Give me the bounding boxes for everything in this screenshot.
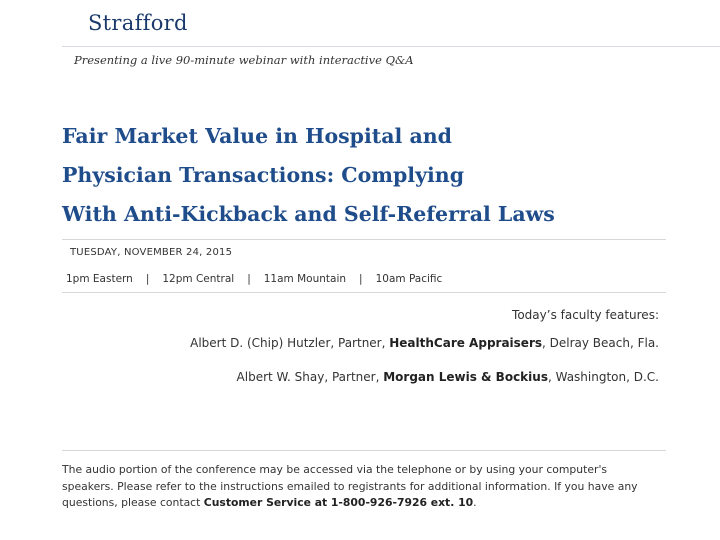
title-line: Fair Market Value in Hospital and — [62, 124, 452, 148]
webinar-title — [62, 117, 682, 234]
title-line: Physician Transactions: Complying — [62, 163, 465, 187]
time-separator: | — [145, 273, 150, 285]
instructions-end: . — [473, 496, 477, 509]
speaker-location: , Delray Beach, Fla. — [542, 336, 659, 350]
strafford-logo: Strafford — [88, 11, 188, 35]
schedule-divider — [62, 292, 666, 293]
header-divider — [62, 46, 720, 47]
speaker-hutzler — [190, 336, 659, 350]
webinar-tagline: Presenting a live 90-minute webinar with interactive Q&A — [74, 53, 414, 67]
footer-divider — [62, 450, 666, 451]
time-separator: | — [359, 273, 363, 285]
time-mountain: 11am Mountain — [263, 273, 347, 285]
instructions-text: The audio portion of the conference may be accessed via the telephone or by using your computer's speakers. Please refer to the instructions emailed to registrants for additional information. If you have any questions, please contact — [62, 463, 638, 509]
speaker-name-title: Albert D. (Chip) Hutzler, Partner, — [190, 336, 390, 350]
customer-service-contact: Customer Service at 1-800-926-7926 ext. 10 — [203, 496, 474, 509]
faculty-heading: Today’s faculty features: — [512, 308, 659, 322]
speaker-shay — [237, 370, 659, 384]
time-central: 12pm Central — [162, 273, 235, 285]
title-line: With Anti-Kickback and Self-Referral Laws — [62, 202, 555, 226]
title-divider — [62, 239, 666, 240]
audio-instructions — [62, 462, 662, 512]
time-pacific: 10am Pacific — [375, 273, 443, 285]
speaker-firm: Morgan Lewis & Bockius — [383, 370, 548, 384]
time-eastern: 1pm Eastern — [66, 273, 133, 285]
event-times — [66, 273, 442, 285]
speaker-name-title: Albert W. Shay, Partner, — [236, 370, 384, 384]
speaker-location: , Washington, D.C. — [547, 370, 659, 384]
event-date: TUESDAY, NOVEMBER 24, 2015 — [70, 247, 233, 258]
time-separator: | — [247, 273, 251, 285]
speaker-firm: HealthCare Appraisers — [389, 336, 542, 350]
